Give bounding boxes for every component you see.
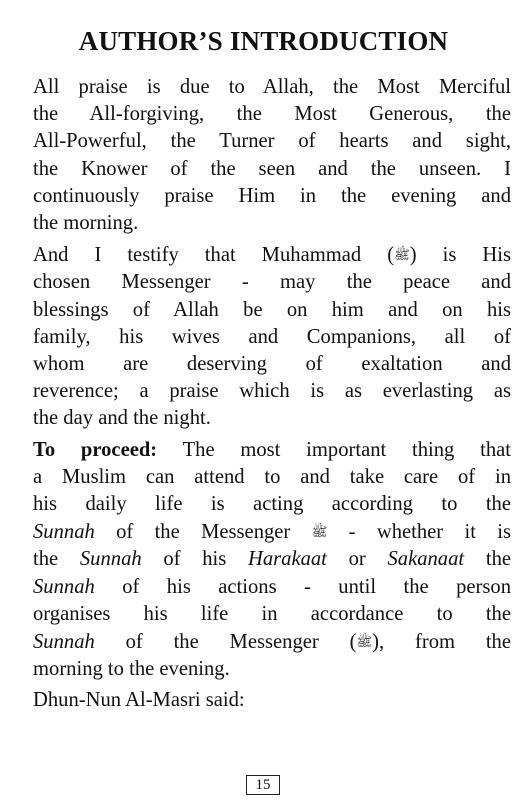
text-line: his daily life is acting according to the (33, 493, 511, 516)
page-number: 15 (246, 775, 280, 795)
text-line: a Muslim can attend to and take care of in (33, 465, 511, 488)
text-line: blessings of Allah be on him and on his (33, 298, 511, 321)
paragraph-testimony (33, 241, 511, 432)
text-line: morning to the evening. (33, 658, 230, 681)
text-line: chosen Messenger - may the peace and (33, 271, 511, 294)
text-line: Sunnah of the Messenger (ﷺ), from the (33, 631, 511, 654)
paragraph-praise (33, 74, 511, 237)
text-line: family, his wives and Companions, all of (33, 325, 511, 348)
text-line: And I testify that Muhammad (ﷺ) is His (33, 244, 511, 267)
text-line: whom are deserving of exaltation and (33, 353, 511, 376)
text-line (33, 437, 511, 464)
text-line: the morning. (33, 212, 139, 235)
text-line: organises his life in accordance to the (33, 602, 511, 625)
text-line: the day and the night. (33, 407, 211, 430)
text-line: the All-forgiving, the Most Generous, the (33, 103, 511, 126)
text-line: All-Powerful, the Turner of hearts and sight, (33, 130, 511, 153)
lead-heading: To proceed: (33, 438, 158, 461)
paragraph-to-proceed (33, 437, 511, 684)
text-line: All praise is due to Allah, the Most Merciful (33, 76, 511, 98)
body-text (33, 74, 511, 719)
text-line: the Knower of the seen and the unseen. I (33, 157, 511, 180)
text-line: continuously praise Him in the evening and (33, 184, 511, 207)
text-line: Dhun-Nun Al-Masri said: (33, 689, 245, 712)
text-line: Sunnah of the Messenger ﷺ - whether it is (33, 521, 511, 544)
text-segment: The most important thing that (157, 438, 511, 461)
text-line: reverence; a praise which is as everlasting as (33, 380, 511, 403)
text-line: Sunnah of his actions - until the person (33, 575, 511, 598)
chapter-title: AUTHOR’S INTRODUCTION (78, 26, 449, 56)
text-line: the Sunnah of his Harakaat or Sakanaat the (33, 548, 512, 571)
paragraph-quote-intro (33, 687, 511, 714)
